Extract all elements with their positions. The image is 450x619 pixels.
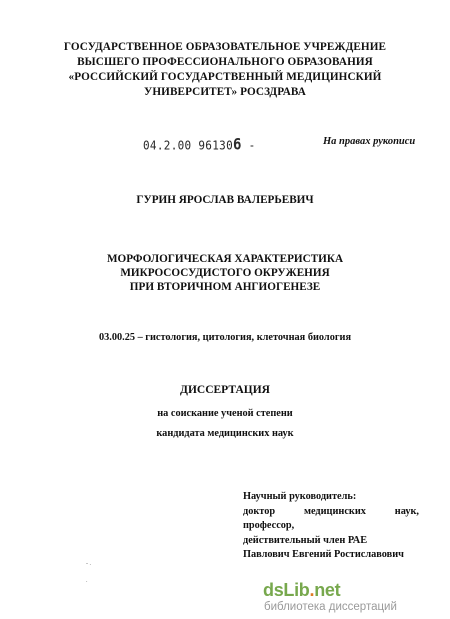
- supervisor-name: Павлович Евгений Ростиславович: [243, 549, 404, 561]
- supervisor-line: действительный член РАЕ: [243, 534, 368, 546]
- supervisor-rank-word: наук,: [394, 505, 419, 517]
- supervisor-label: Научный руководитель:: [243, 491, 357, 502]
- logo-part: net: [314, 580, 341, 600]
- manuscript-note: На правах рукописи: [323, 136, 416, 147]
- margin-marks: [86, 556, 91, 590]
- supervisor-block: [243, 490, 419, 563]
- title-line: МОРФОЛОГИЧЕСКАЯ ХАРАКТЕРИСТИКА: [106, 253, 344, 265]
- logo-dot: .: [309, 580, 315, 600]
- margin-mark: .: [86, 578, 88, 584]
- thesis-heading: ДИССЕРТАЦИЯ: [180, 384, 270, 396]
- author-name: ГУРИН ЯРОСЛАВ ВАЛЕРЬЕВИЧ: [136, 194, 314, 206]
- dissertation-title: [0, 252, 450, 294]
- degree-line: на соискание ученой степени: [157, 408, 293, 419]
- supervisor-rank: [243, 505, 419, 520]
- dslib-watermark: [263, 580, 443, 616]
- supervisor-rank-word: доктор: [243, 505, 276, 517]
- stamp-last-digit: 6: [233, 135, 242, 155]
- institution-header: [0, 40, 450, 100]
- stamp-number: 04.2.00 96130: [143, 138, 233, 154]
- institution-line: ВЫСШЕГО ПРОФЕССИОНАЛЬНОГО ОБРАЗОВАНИЯ: [77, 56, 373, 68]
- title-line: МИКРОСОСУДИСТОГО ОКРУЖЕНИЯ: [120, 267, 330, 279]
- stamp-tail: -: [248, 138, 256, 154]
- supervisor-line: профессор,: [243, 520, 295, 532]
- logo-part: dsLib: [263, 580, 310, 600]
- supervisor-rank-word: медицинских: [303, 505, 366, 517]
- degree-line: кандидата медицинских наук: [156, 428, 294, 439]
- dslib-logo: [263, 580, 340, 601]
- degree-statement: [0, 404, 450, 444]
- watermark-caption: библиотека диссертаций: [264, 601, 397, 613]
- registration-stamp: [143, 136, 256, 154]
- margin-mark: - .: [86, 561, 91, 567]
- title-line: ПРИ ВТОРИЧНОМ АНГИОГЕНЕЗЕ: [129, 281, 321, 293]
- institution-line: ГОСУДАРСТВЕННОЕ ОБРАЗОВАТЕЛЬНОЕ УЧРЕЖДЕНИЕ: [63, 41, 387, 53]
- institution-line: УНИВЕРСИТЕТ» РОСЗДРАВА: [144, 86, 306, 98]
- specialty-code: 03.00.25 – гистология, цитология, клеточная биология: [98, 332, 352, 343]
- institution-line: «РОССИЙСКИЙ ГОСУДАРСТВЕННЫЙ МЕДИЦИНСКИЙ: [68, 71, 382, 83]
